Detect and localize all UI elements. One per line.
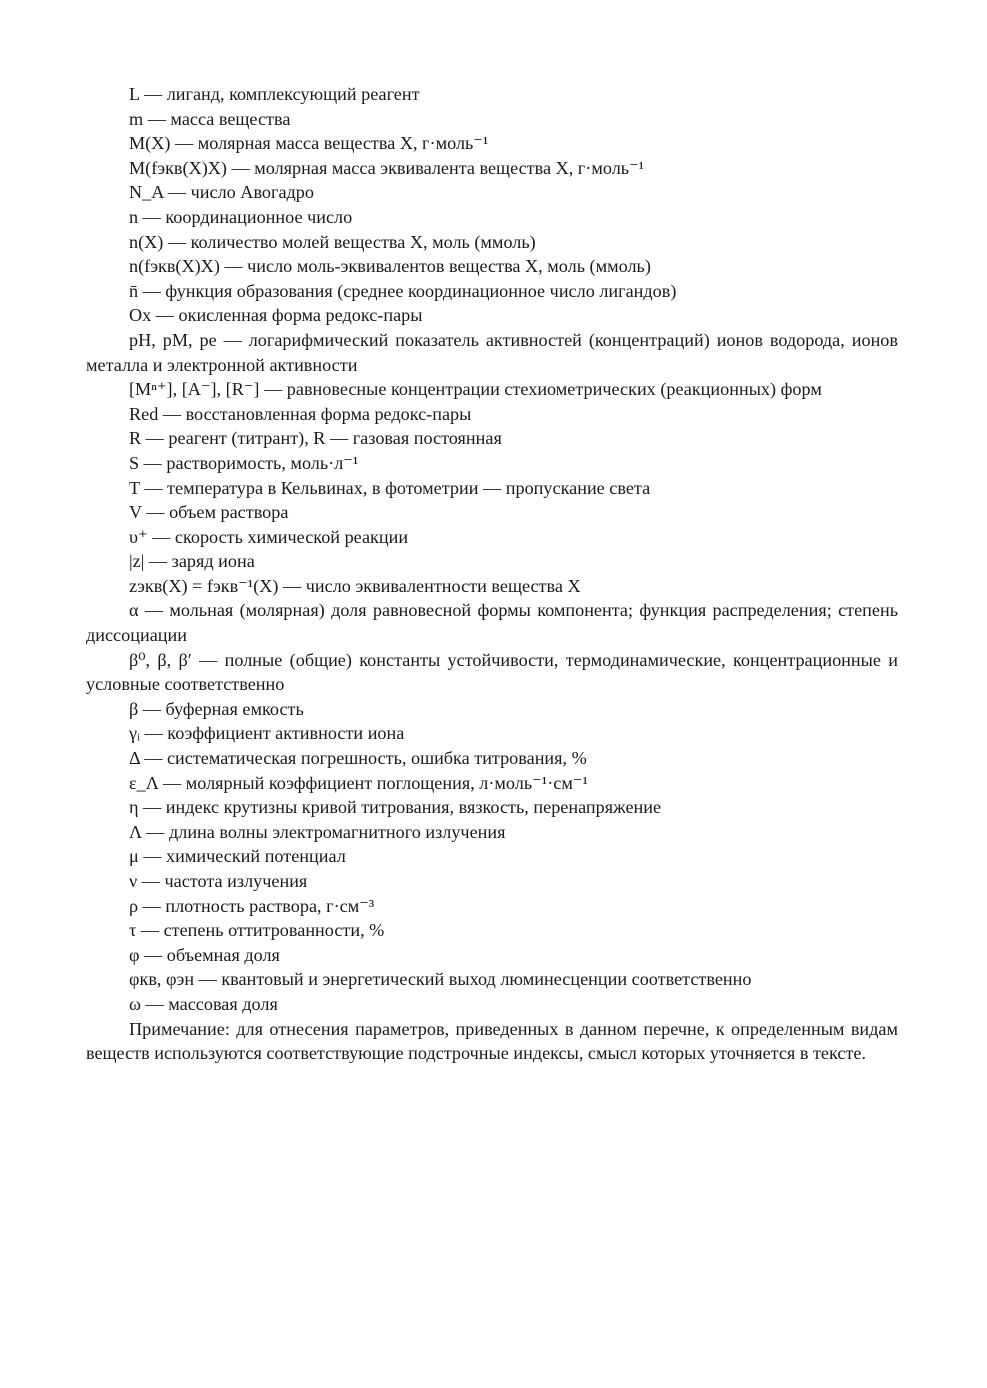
entry-reaction-rate: υ⁺ — скорость химической реакции bbox=[129, 526, 409, 547]
entry-mass-fraction: ω — массовая доля bbox=[129, 993, 278, 1014]
entry-frequency: ν — частота излучения bbox=[129, 871, 308, 891]
entry-equivalence-number: zэкв(X) = fэкв⁻¹(X) — число эквивалентности вещества X bbox=[129, 575, 581, 596]
note-paragraph: Примечание: для отнесения параметров, приведенных в данном перечне, к определенным видам веществ используются соответствующие подстрочные индексы, смысл которых уточняется в тексте. bbox=[86, 1018, 898, 1064]
entry-reagent: R — реагент (титрант), R — газовая постоянная bbox=[129, 428, 502, 449]
entry-mass: m — масса вещества bbox=[129, 108, 291, 129]
entry-ion-charge: |z| — заряд иона bbox=[129, 551, 255, 572]
entry-p-functions: pH, pM, pe — логарифмический показатель активностей (концентраций) ионов водорода, ионов металла и электронной активности bbox=[86, 329, 898, 375]
entry-equilibrium-concentrations: [Mⁿ⁺], [A⁻], [R⁻] — равновесные концентрации стехиометрических (реакционных) форм bbox=[129, 379, 822, 400]
entry-stability-constants: β⁰, β, β′ — полные (общие) константы устойчивости, термодинамические, концентрационные и условные соответственно bbox=[86, 649, 898, 695]
entry-chemical-potential: μ — химический потенциал bbox=[129, 846, 346, 867]
entry-avogadro: N_A — число Авогадро bbox=[129, 182, 314, 203]
entry-moles: n(X) — количество молей вещества X, моль (ммоль) bbox=[129, 231, 536, 252]
entry-reduced-form: Red — восстановленная форма редокс-пары bbox=[129, 403, 472, 424]
entry-formation-function: n̄ — функция образования (среднее координационное число лигандов) bbox=[129, 280, 677, 301]
entry-molar-absorptivity: ε_Λ — молярный коэффициент поглощения, л·моль⁻¹·см⁻¹ bbox=[129, 772, 588, 793]
entry-eta: η — индекс крутизны кривой титрования, вязкость, перенапряжение bbox=[129, 797, 662, 818]
entry-molar-mass: M(X) — молярная масса вещества X, г·моль⁻¹ bbox=[129, 133, 489, 154]
entry-density: ρ — плотность раствора, г·см⁻³ bbox=[129, 895, 375, 916]
entry-equivalent-molar-mass: M(fэкв(X)X) — молярная масса эквивалента вещества X, г·моль⁻¹ bbox=[129, 157, 645, 178]
entry-solubility: S — растворимость, моль·л⁻¹ bbox=[129, 452, 359, 473]
entry-activity-coefficient: γᵢ — коэффициент активности иона bbox=[129, 723, 405, 744]
entry-alpha: α — мольная (молярная) доля равновесной формы компонента; функция распределения; степень диссоциации bbox=[86, 600, 898, 646]
entry-luminescence-yield: φкв, φэн — квантовый и энергетический выход люминесценции соответственно bbox=[129, 969, 752, 990]
entry-titration-degree: τ — степень оттитрованности, % bbox=[129, 920, 385, 941]
entry-coordination-number: n — координационное число bbox=[129, 206, 353, 227]
entry-wavelength: Λ — длина волны электромагнитного излучения bbox=[129, 821, 506, 842]
entry-temperature: T — температура в Кельвинах, в фотометрии — пропускание света bbox=[129, 477, 651, 498]
notation-list bbox=[86, 82, 898, 1066]
entry-systematic-error: Δ — систематическая погрешность, ошибка титрования, % bbox=[129, 748, 587, 769]
entry-ligand: L — лиганд, комплексующий реагент bbox=[129, 84, 420, 104]
entry-mole-equivalents: n(fэкв(X)X) — число моль-эквивалентов вещества X, моль (ммоль) bbox=[129, 256, 651, 277]
entry-oxidized-form: Ox — окисленная форма редокс-пары bbox=[129, 305, 423, 326]
entry-volume: V — объем раствора bbox=[129, 502, 289, 523]
entry-buffer-capacity: β — буферная емкость bbox=[129, 698, 304, 719]
entry-volume-fraction: φ — объемная доля bbox=[129, 944, 280, 965]
